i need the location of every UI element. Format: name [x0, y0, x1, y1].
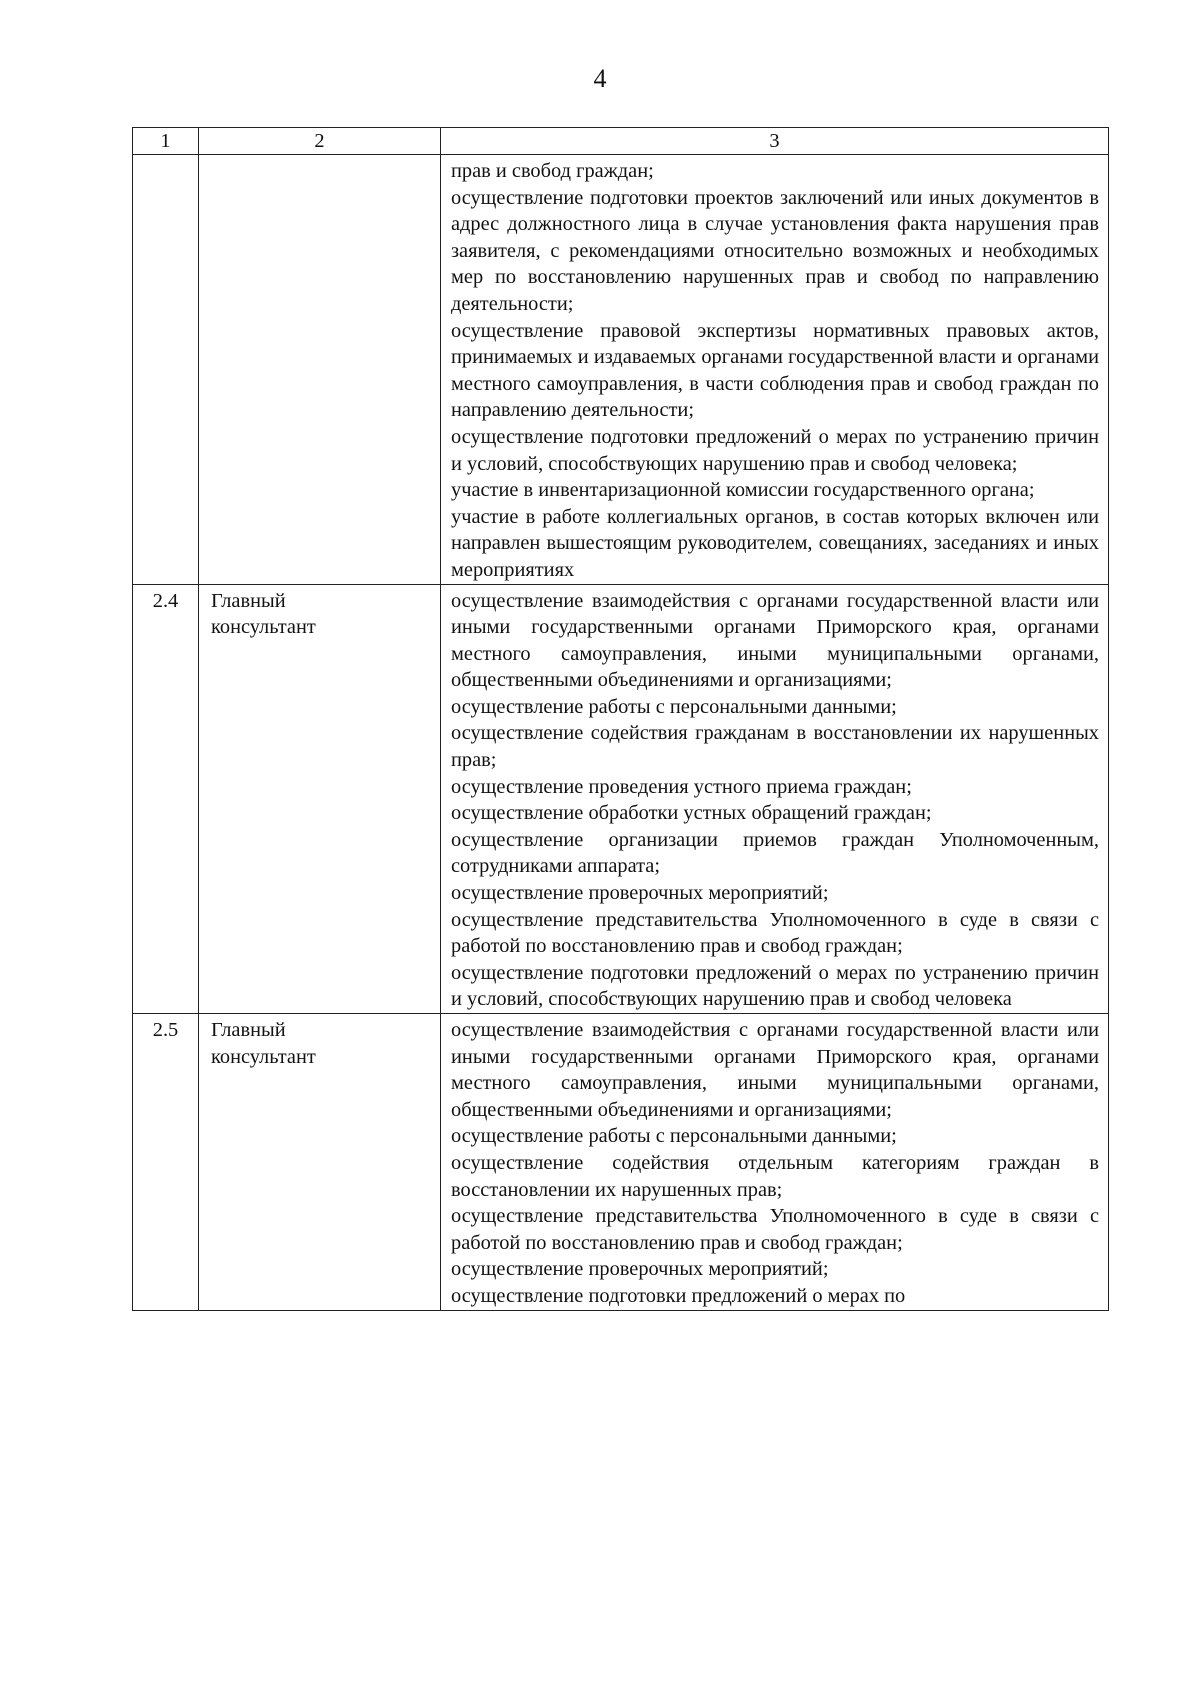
duties-description [441, 155, 1109, 585]
duty-item: осуществление работы с персональными данными; [451, 695, 897, 718]
duty-item: осуществление содействия отдельным категориям граждан в восстановлении их нарушенных прав; [451, 1151, 1099, 1201]
duty-item: осуществление работы с персональными данными; [451, 1125, 897, 1148]
position-title-line: Главный [211, 1019, 286, 1041]
position-title [199, 1014, 441, 1311]
duty-item: осуществление взаимодействия с органами государственной власти или иными государственными органами Приморского края, органами местного самоуправления, иными муниципальными органами, общественными объединениями и организациями; [451, 589, 1099, 692]
duty-item: осуществление подготовки проектов заключений или иных документов в адрес должностного лица в случае установления факта нарушения прав заявителя, с рекомендациями относительно возможных и необходимых мер по восстановлению нарушенных прав и свобод по направлению деятельности; [451, 186, 1099, 315]
page-number: 4 [593, 64, 607, 93]
duty-item: осуществление обработки устных обращений граждан; [451, 802, 932, 825]
duty-item: осуществление проведения устного приема граждан; [451, 775, 912, 798]
duty-item: осуществление проверочных мероприятий; [451, 1258, 829, 1281]
position-title [199, 584, 441, 1014]
duty-item: осуществление взаимодействия с органами государственной власти или иными государственными органами Приморского края, органами местного самоуправления, иными муниципальными органами, общественными объединениями и организациями; [451, 1019, 1099, 1121]
table-body [133, 155, 1109, 1311]
column-header-2: 2 [199, 128, 441, 155]
column-header-3: 3 [441, 128, 1109, 155]
column-header-1: 1 [133, 128, 199, 155]
duty-item: осуществление подготовки предложений о мерах по устранению причин и условий, способствующих нарушению прав и свобод человека [451, 961, 1099, 1011]
position-title-line: консультант [211, 616, 316, 639]
row-number: 2.5 [133, 1014, 199, 1311]
duty-item: осуществление правовой экспертизы нормативных правовых актов, принимаемых и издаваемых органами государственной власти и органами местного самоуправления, в части соблюдения прав и свобод граждан по направлению деятельности; [451, 319, 1099, 422]
position-title-line: Главный [211, 589, 286, 612]
duties-description [441, 1014, 1109, 1311]
row-number [133, 155, 199, 585]
table-row [133, 1014, 1109, 1311]
duty-item: осуществление подготовки предложений о мерах по [451, 1284, 906, 1307]
duty-item: осуществление представительства Уполномоченного в суде в связи с работой по восстановлению прав и свобод граждан; [451, 1205, 1099, 1254]
position-title [199, 155, 441, 585]
duty-item: осуществление содействия гражданам в восстановлении их нарушенных прав; [451, 722, 1099, 772]
duty-item: осуществление организации приемов граждан Уполномоченным, сотрудниками аппарата; [451, 828, 1099, 878]
duty-item: прав и свобод граждан; [451, 160, 654, 182]
row-number: 2.4 [133, 584, 199, 1014]
duty-item: осуществление представительства Уполномоченного в суде в связи с работой по восстановлению прав и свобод граждан; [451, 908, 1099, 958]
duties-table [132, 127, 1109, 1311]
duty-item: участие в работе коллегиальных органов, в состав которых включен или направлен вышестоящим руководителем, совещаниях, заседаниях и иных мероприятиях [451, 505, 1099, 581]
duty-item: осуществление подготовки предложений о мерах по устранению причин и условий, способствующих нарушению прав и свобод человека; [451, 425, 1099, 475]
table-row [133, 155, 1109, 585]
table-row [133, 584, 1109, 1014]
duty-item: участие в инвентаризационной комиссии государственного органа; [451, 479, 1035, 502]
duties-description [441, 584, 1109, 1014]
position-title-line: консультант [211, 1045, 316, 1068]
duty-item: осуществление проверочных мероприятий; [451, 882, 829, 905]
table-header-row [133, 128, 1109, 155]
